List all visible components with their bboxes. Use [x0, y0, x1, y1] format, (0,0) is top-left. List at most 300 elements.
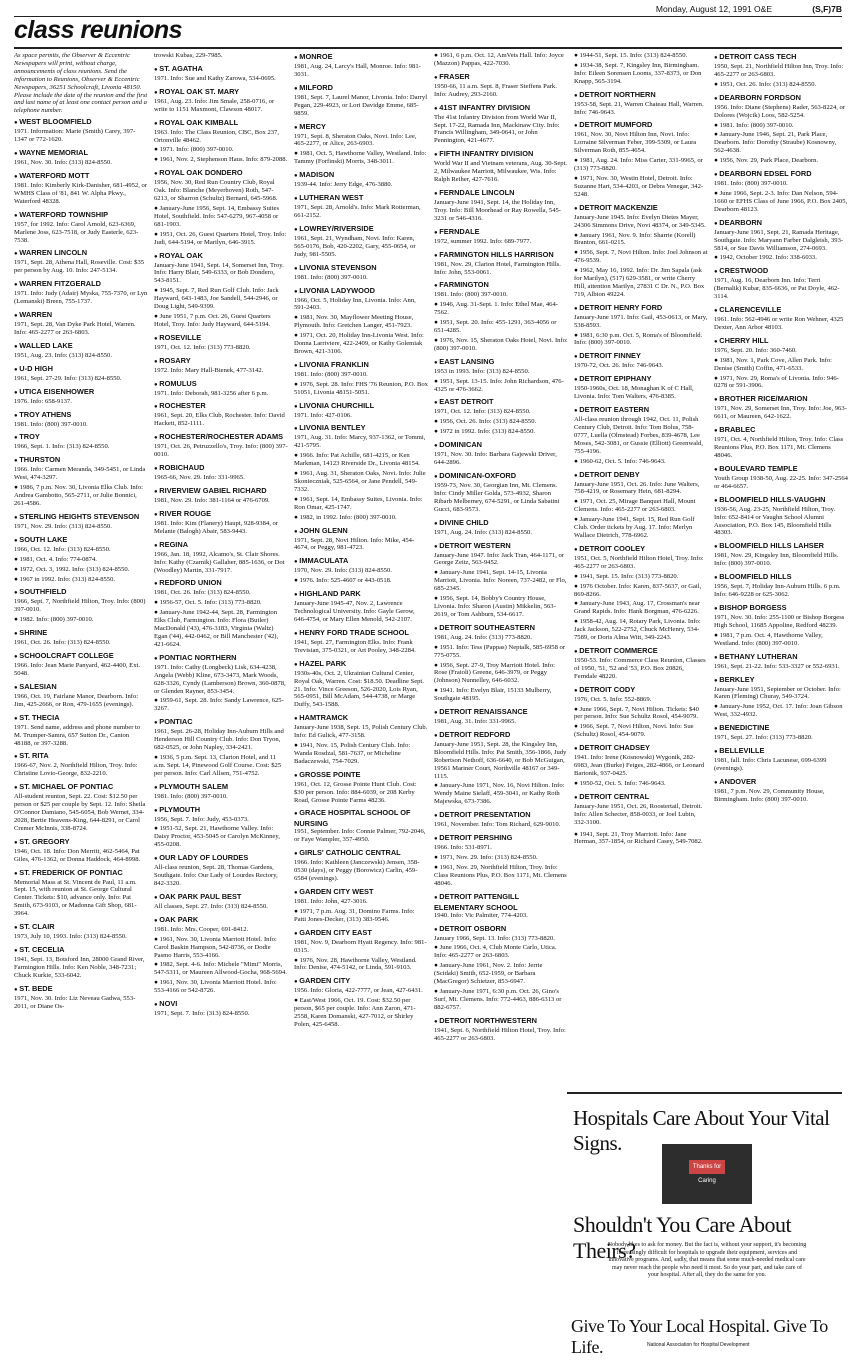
reunion-details: 1976, Sept. 20. Info: 360-7460.: [714, 346, 797, 354]
reunion-entry: [434, 397, 568, 436]
ad-body: Nobody likes to ask for money. But the fact is, without your support, it's becoming increasingly difficult for hospitals to upgrade their equipment, services and innovative programs. And, sadly, that means that some much-needed medical care may never reach the people who need it most. So do your part, and take care of your hospital. After all, they do the same for you.: [607, 1242, 807, 1278]
reunion-details: ● 1942, October 1992. Info: 338-6033.: [714, 254, 817, 262]
reunion-entry: [294, 170, 428, 189]
reunion-details: ● January-June 1971, 6:30 p.m. Oct. 26, Gino's Surf, Mt. Clemens. Info: 772-4463, 886-6313 or 882-6757.: [434, 987, 562, 1011]
column-2: [154, 52, 288, 1359]
reunion-details: ● January-June 1961, Nov. 2. Info: Jerrie (Scidaki) Smith, 652-1959, or Barbara (MacGregor) Schietzer, 853-6947.: [434, 962, 543, 986]
reunion-details: 1941, Sept. 13, Botsford Inn, 28000 Grand River, Farmington Hills. Info: Ken Noble, 348-7231; Chuck Kurkie, 533-6042.: [14, 956, 145, 979]
reunion-entry: [154, 853, 288, 888]
reunion-entry: [14, 713, 148, 748]
ad-subhead: Shouldn't You Care About Theirs?: [573, 1212, 792, 1263]
reunion-details: 1981, 7 p.m. Nov. 29, Community House, Birmingham. Info: (800) 397-0010.: [714, 787, 825, 803]
school-name: ● LIVONIA FRANKLIN: [294, 360, 428, 371]
school-name: ● RIVERVIEW GABIEL RICHARD: [154, 486, 288, 497]
reunion-details: 1936-56, Aug. 23-25, Northfield Hilton, Troy. Info: 652-8414 or Vaughn School Alumni Association, P.O. Box 145, Bloomfield Hills 48303.: [714, 505, 836, 537]
reunion-details: ● 1960-62, Oct. 5. Info: 746-9643.: [574, 457, 666, 465]
school-name: ● DETROIT NORTHWESTERN: [434, 1016, 568, 1027]
reunion-details: 1951, September. Info: Connie Palmer, 792-2046, or Faye Wampler, 357-4950.: [294, 828, 426, 844]
school-name: ● MONROE: [294, 52, 428, 63]
reunion-entry: [714, 425, 848, 460]
reunion-entry: [434, 149, 568, 184]
reunion-entry: [154, 509, 288, 536]
reunion-details: 1941, Sept. 27, Farmington Elks. Info: Frank Trevisian, 375-0321, or Art Pooley, 348-2284.: [294, 638, 416, 654]
school-name: ● TROY: [14, 432, 148, 443]
reunion-entry: [14, 868, 148, 919]
reunion-details: ● 1981, Aug. 24. Info: Miss Carter, 331-9965, or (313) 773-8820.: [574, 157, 703, 173]
school-name: ● DIVINE CHILD: [434, 518, 568, 529]
reunion-details: 1961, November. Info: Tom Richard, 629-9010.: [434, 821, 561, 829]
reunion-entry: [574, 470, 708, 540]
reunion-details: 1961, Oct. 26. Info: (313) 824-8550.: [14, 639, 111, 647]
reunion-entry: [714, 169, 848, 214]
school-name: ● ROMULUS: [154, 379, 288, 390]
reunion-entry: [434, 280, 568, 352]
reunion-details: 1971, Nov. 30. Info: Liz Neveau Gadwa, 553-2011, or Diane Os-: [14, 994, 136, 1010]
school-name: ● DETROIT NORTHERN: [574, 90, 708, 101]
school-name: ● MADISON: [294, 170, 428, 181]
school-name: ● DETROIT DENBY: [574, 470, 708, 481]
school-name: ● RIVER ROUGE: [154, 509, 288, 520]
school-name: ● DETROIT MUMFORD: [574, 120, 708, 131]
school-name: ● DETROIT FINNEY: [574, 351, 708, 362]
reunion-details: January-June 1971. Info: Gail, 453-0613, or Mary, 538-8593.: [574, 313, 708, 329]
reunion-details: January-June 1945. Info: Evelyn Dietes Mayer, 24306 Simmons Drive, Novi 48374, or 349-5345.: [574, 213, 706, 229]
reunion-details: ● 1951, Oct. 26. Info: (313) 824-8550.: [714, 80, 817, 88]
page-number: (S,F)7B: [812, 4, 842, 14]
reunion-entry: [574, 52, 708, 86]
school-name: ● DEARBORN FORDSON: [714, 93, 848, 104]
school-name: ● LIVONIA STEVENSON: [294, 263, 428, 274]
reunion-details: 1971, Sept. 8, Sheraton Oaks, Novi. Info: Lee, 465-2277, or Alice, 263-6903.: [294, 132, 417, 148]
reunion-details: 1981. Info: (800) 397-0010.: [294, 273, 368, 281]
reunion-entry: [294, 286, 428, 356]
reunion-entry: [294, 976, 428, 1029]
school-name: ● REDFORD UNION: [154, 578, 288, 589]
reunion-entry: [574, 405, 708, 465]
reunion-details: ● 1971, 7 p.m. Aug. 31, Domino Farms. Info: Patti Jones-Decker, (313) 383-9546.: [294, 907, 415, 923]
reunion-entry: [714, 603, 848, 648]
school-name: ● WALLED LAKE: [14, 341, 148, 352]
school-name: ● ROYAL OAK: [154, 251, 288, 262]
reunion-entry: [14, 387, 148, 406]
reunion-entry: [434, 707, 568, 726]
reunion-details: ● 1950-52, Oct. 5. Info: 746-9643.: [574, 779, 666, 787]
school-name: ● ST. MICHAEL OF PONTIAC: [14, 782, 148, 793]
school-name: ● BRABLEC: [714, 425, 848, 436]
school-name: ● BLOOMFIELD HILLS-VAUGHN: [714, 495, 848, 506]
reunion-entry: [574, 90, 708, 117]
reunion-entry: [434, 924, 568, 1012]
reunion-details: 1971, Oct. 26, Petruzzello's, Troy. Info: (800) 397-0010.: [154, 443, 288, 459]
reunion-details: 1981. Info: (800) 397-0010.: [434, 291, 508, 299]
reunion-entry: [154, 717, 288, 777]
school-name: ● DETROIT COOLEY: [574, 544, 708, 555]
reunion-entry: [714, 464, 848, 491]
reunion-details: ● East/West 1966, Oct. 19. Cost: $32.50 per person, $65 per couple. Info: Ann Zaron, 471-2558, Karen Domanski, 427-7012, or Shirley Polen, 425-6458.: [294, 997, 416, 1028]
school-name: ● FARMINGTON HILLS HARRISON: [434, 250, 568, 261]
school-name: ● OAK PARK: [154, 915, 288, 926]
reunion-details: ● 1941, Sept. 15. Info: (313) 773-8820.: [574, 572, 679, 580]
reunion-entry: [294, 770, 428, 805]
reunion-entry: [154, 432, 288, 459]
school-name: ● CLARENCEVILLE: [714, 305, 848, 316]
reunion-details: 1981. Info: John, 427-3016.: [294, 898, 368, 905]
reunion-entry: [294, 556, 428, 585]
school-name: ● FRASER: [434, 72, 568, 83]
school-name: ● DETROIT REDFORD: [434, 730, 568, 741]
reunion-entry: [434, 250, 568, 277]
reunion-details: 1981, Oct. 26. Info: (313) 824-8550.: [154, 589, 251, 597]
school-name: ● HAMTRAMCK: [294, 713, 428, 724]
school-name: ● DOMINICAN: [434, 440, 568, 451]
reunion-details: ● 1961, Nov. 2, Stephenson Haus. Info: 879-2088.: [154, 156, 288, 164]
ad-logo: Thanks for Caring: [689, 1160, 725, 1174]
reunion-entry: [434, 52, 568, 68]
reunion-details: 1971, Nov. 29. Info: (313) 824-8550.: [14, 522, 112, 530]
reunion-entry: [294, 83, 428, 118]
reunion-details: ● 1941. Info: Evelyn Blair, 15133 Mulberry, Southgate 48195.: [434, 687, 552, 703]
school-name: ● ANDOVER: [714, 777, 848, 788]
school-name: ● DEARBORN EDSEL FORD: [714, 169, 848, 180]
reunion-entry: [154, 915, 288, 995]
reunion-details: ● 1971. Info: (800) 397-0010.: [154, 146, 234, 154]
reunion-entry: [14, 364, 148, 383]
reunion-entry: [294, 887, 428, 924]
school-name: ● ROBICHAUD: [154, 463, 288, 474]
reunion-details: ● January-June 1946, Sept. 21, Park Place, Dearborn. Info: Dorothy (Straube) Kosnowny, 562-4638.: [714, 131, 837, 155]
school-name: ● U-D HIGH: [14, 364, 148, 375]
reunion-entry: [714, 336, 848, 391]
reunion-details: 1941, Sept. 6, Northfield Hilton Hotel, Troy. Info: 465-2277 or 263-6803.: [434, 1026, 566, 1042]
reunion-entry: [14, 651, 148, 678]
reunion-details: ● 1971, Nov. 29. Info: (313) 824-8550.: [434, 854, 538, 861]
reunion-details: 1966, Sept. 1. Info: (313) 824-8550.: [14, 443, 110, 451]
reunion-details: 1939-44. Info: Jerry Edge, 476-3880.: [294, 181, 393, 189]
school-name: ● HAZEL PARK: [294, 659, 428, 670]
reunion-details: 1950-1960s, Oct. 18, Monaghan K of C Hall, Livonia. Info: Tom Walters, 476-8385.: [574, 385, 694, 401]
reunion-details: 1971. Info: Deborah, 981-3256 after 6 p.m.: [154, 389, 269, 397]
school-name: ● BETHANY LUTHERAN: [714, 652, 848, 663]
reunion-entry: [434, 833, 568, 888]
school-name: ● ROSEVILLE: [154, 333, 288, 344]
reunion-entry: [154, 463, 288, 482]
reunion-details: 1981, Nov. 29. Info: 381-1164 or 476-6709.: [154, 497, 270, 504]
reunion-entry: [574, 374, 708, 401]
school-name: ● UTICA EISENHOWER: [14, 387, 148, 398]
reunion-details: 1981, Nov. 29, Kingsley Inn, Bloomfield Hills. Info: (800) 397-0010.: [714, 552, 839, 568]
reunion-details: 1966. Info: Carmen Meranda, 349-5451, or Linda West, 474-3297.: [14, 466, 146, 482]
school-name: ● GARDEN CITY EAST: [294, 928, 428, 939]
school-name: ● IMMACULATA: [294, 556, 428, 567]
reunion-details: ● 1971, Nov. 30, Westin Hotel, Detroit. Info: Suzanne Hart, 534-4203, or Debra Venegar, 342-5248.: [574, 174, 704, 198]
reunion-details: ● 1981, Oct. 4. Info: 774-0874.: [14, 555, 97, 563]
school-name: ● DETROIT CASS TECH: [714, 52, 848, 63]
reunion-entry: [14, 512, 148, 531]
school-name: ● DETROIT CHADSEY: [574, 743, 708, 754]
school-name: ● WATERFORD TOWNSHIP: [14, 210, 148, 221]
reunion-details: ● 1986, 7 p.m. Nov. 30, Livonia Elks Club. Info: Andrea Gambotto, 565-2711, or Julie Bonnici, 261-4586.: [14, 484, 144, 507]
reunion-entry: [714, 746, 848, 773]
reunion-details: ● 1934-38, Sept. 7, Kingsley Inn, Birmingham. Info: Eileen Sorensen Looms, 337-8373, or Don Knapp, 565-3194.: [574, 61, 702, 85]
reunion-details: 1961, Sept. 20, Elks Club, Rochester. Info: David Hackett, 852-1111.: [154, 412, 285, 428]
reunion-entry: [154, 805, 288, 850]
reunion-details: 1971, Oct. 12. Info: (313) 824-8550.: [434, 408, 531, 416]
reunion-entry: [154, 87, 288, 114]
reunion-details: January-June 1941, Sept. 14, Somerset Inn, Troy. Info: Harry Blair, 549-6333, or Bob Dondero, 543-8151.: [154, 261, 284, 285]
reunion-details: ● 1981, Nov. 30, Mayflower Meeting House, Plymouth. Info: Gretchen Langer, 451-7923.: [294, 314, 414, 330]
reunion-entry: [294, 193, 428, 220]
intro-text: As space permits, the Observer & Eccentric Newspapers will print, without charge, announcements of class reunions. Send the information to Reunions, Observer & Eccentric Newspapers, 36251 Schoolcraft, Livonia 48150. Please include the date of the reunion and the first and last name of at least one contact person and a telephone number.: [14, 52, 148, 115]
reunion-entry: [574, 120, 708, 198]
reunion-details: 1953-58, Sept. 21, Warren Chateau Hall, Warren. Info: 746-9643.: [574, 100, 704, 116]
school-name: ● ROYAL OAK KIMBALL: [154, 118, 288, 129]
reunion-details: ● 1976, Sept. 28. Info: FHS '76 Reunion, P.O. Box 51051, Livonia 48151-5051.: [294, 380, 428, 396]
school-name: ● BELLEVILLE: [714, 746, 848, 757]
column-3: [294, 52, 428, 1359]
school-name: ● ROYAL OAK DONDERO: [154, 168, 288, 179]
school-name: ● DETROIT COMMERCE: [574, 646, 708, 657]
reunion-details: All-student reunion, Sept. 22. Cost: $12.50 per person or $25 per couple by Sept. 12. Info: Sheila O'Connor Damiano, 545-6054, Bob Wernet, 334-2028, Bertie Heavens-King, 644-8291, or Carol Cremer McInnis, 338-8724.: [14, 793, 146, 832]
reunion-entry: [14, 945, 148, 980]
school-name: ● WARREN: [14, 310, 148, 321]
reunion-details: ● 1961, 6 p.m. Oct. 12, AmVets Hall. Info: Joyce (Mazzon) Pappas, 422-7030.: [434, 52, 564, 67]
reunion-details: ● 1971, Oct. 20, Holiday Inn-Livonia West. Info: Donna Larriviere, 422-2409, or Kathy Golemiak Brown, 421-3106.: [294, 332, 424, 355]
reunion-details: 1950, Sept. 21, Northfield Hilton Inn, Troy. Info: 465-2277 or 263-6803.: [714, 63, 844, 78]
reunion-entry: [154, 653, 288, 713]
reunion-entry: [14, 455, 148, 508]
reunion-details: ● 1941, Sept. 21, Troy Marriott. Info: Jane Herman, 357-1854, or Richard Casey, 549-7082.: [574, 830, 703, 846]
reunion-entry: [434, 440, 568, 467]
reunion-entry: [14, 782, 148, 833]
reunion-entry: [14, 682, 148, 709]
school-name: ● DETROIT RENAISSANCE: [434, 707, 568, 718]
reunion-details: 1961, Nov. 30, Novi Hilton Inn, Novi. Info: Lorraine Silverman Feber, 399-5309, or Laura Silverman Roth, 855-4654.: [574, 131, 697, 155]
reunion-details: 1966. Info: 531-8971.: [434, 844, 492, 852]
school-name: ● NOVI: [154, 999, 288, 1010]
reunion-details: ● January-June 1941, Sept. 14-15, Livonia Marriott, Livonia. Info: Noreen, 737-2482, or Flo, 685-2345.: [434, 569, 567, 593]
reunion-details: trowski Kubas, 229-7985.: [154, 52, 223, 59]
school-name: ● DETROIT EASTERN: [574, 405, 708, 416]
column-4: [434, 52, 568, 1359]
school-name: ● BISHOP BORGESS: [714, 603, 848, 614]
reunion-entry: [14, 922, 148, 941]
reunion-details: ● June 1966, Oct. 4, Club Monte Carlo, Utica. Info: 465-2277 or 263-6803.: [434, 944, 557, 960]
reunion-entry: [714, 52, 848, 89]
school-name: ● THURSTON: [14, 455, 148, 466]
reunion-details: 1966. Info: Jean Marie Panyard, 462-4400, Ext. 5048.: [14, 662, 140, 677]
reunion-details: 1963. Info: The Class Reunion, CBC, Box 237, Ortonville 48462.: [154, 128, 279, 144]
reunion-details: ● January-June 1941, Sept. 15, Red Run Golf Club. Order tickets by Aug. 17. Info: Merlyn Wallace Dietrich, 778-6962.: [574, 516, 695, 539]
reunion-details: ● 1956-57, Oct. 5. Info: (313) 773-8820.: [154, 599, 262, 607]
reunion-entry: [294, 848, 428, 883]
reunion-details: 1981. Info: (800) 397-0010.: [294, 370, 368, 378]
school-name: ● ROCHESTER: [154, 401, 288, 412]
reunion-details: 1971, Oct. 12. Info: (313) 773-8820.: [154, 343, 251, 351]
reunion-details: ● 1945, Sept. 7, Red Run Golf Club. Info: Jack Hayward, 643-1483, Joe Sandell, 544-2946, or Doug Light, 549-9399.: [154, 287, 279, 311]
reunion-entry: [434, 541, 568, 619]
reunion-details: 1973, July 10, 1993. Info: (313) 824-8550.: [14, 933, 127, 941]
reunion-details: ● 1981, 7 p.m. Oct. 4, Hawthorne Valley, Westland. Info: (800) 397-0010.: [714, 631, 823, 647]
reunion-entry: [14, 751, 148, 778]
reunion-details: ● 1966, Sept. 7, Novi Hilton, Novi. Info: Sue (Schultz) Rosol, 454-9079.: [574, 723, 694, 739]
reunion-details: 1971, Nov. 29, Somerset Inn, Troy. Info: Joe, 963-6611, or Maureen, 642-1622.: [714, 405, 847, 421]
reunion-details: 1971, Sept. 28, Van Dyke Park Hotel, Warren. Info: 465-2277 or 263-6803.: [14, 321, 136, 336]
reunion-details: ● 1958-42, Aug. 14, Rotary Park, Livonia. Info: Jack Jackson, 522-2752, Chuck McHenry, 534-7589, or Doris Alma Witt, 349-2243.: [574, 618, 701, 642]
reunion-details: 1966. Info: Kathleen (Janczewski) Jensen, 358-0530 (days), or Peggy (Borowicz) Carlin, 459-6584 (evenings).: [294, 859, 420, 883]
reunion-details: 1981, Aug. 31. Info: 331-9965.: [434, 718, 517, 726]
school-name: ● DETROIT OSBORN: [434, 924, 568, 935]
reunion-entry: [434, 810, 568, 829]
reunion-details: 1956. Info: Gloria, 422-7777, or Jean, 427-6431.: [294, 987, 423, 995]
reunion-details: ● January-June 1943, Aug. 17, Crossman's near Grand Rapids. Info: Hank Borgman, 476-6226.: [574, 600, 700, 616]
reunion-entry: [154, 356, 288, 375]
school-name: ● MILFORD: [294, 83, 428, 94]
reunion-details: 1981. Info: (800) 397-0010.: [714, 180, 788, 188]
reunion-details: ● 1972, Oct. 3, 1992. Info: (313) 824-8550.: [14, 565, 130, 573]
reunion-entry: [14, 210, 148, 245]
school-name: ● DETROIT CENTRAL: [574, 792, 708, 803]
school-name: ● EAST DETROIT: [434, 397, 568, 408]
school-name: ● ST. CECELIA: [14, 945, 148, 956]
reunion-details: January-June 1947. Info: Jack Tran, 464-1171, or George Zeitz, 563-9452.: [434, 551, 564, 567]
school-name: ● TROY ATHENS: [14, 410, 148, 421]
school-name: ● DETROIT PATTENGILL ELEMENTARY SCHOOL: [434, 892, 568, 912]
school-name: ● GRACE HOSPITAL SCHOOL OF NURSING: [294, 808, 428, 828]
reunion-details: ● 1951, Oct. 26, Guest Quarters Hotel, Troy. Info: Judi, 644-5194, or Marilyn, 646-3915.: [154, 230, 287, 246]
reunion-details: ● 1961, Aug. 31, Sheraton Oaks, Novi. Info: Julie Skonieczniak, 525-6564, or Jane Pendell, 549-7332.: [294, 470, 426, 493]
reunion-entry: [154, 401, 288, 428]
school-name: ● DETROIT EPIPHANY: [574, 374, 708, 385]
reunion-details: 1981, fall. Info: Chris Lacunese, 699-6399 (evenings).: [714, 757, 827, 772]
school-name: ● REGINA: [154, 540, 288, 551]
school-name: ● PLYMOUTH SALEM: [154, 782, 288, 793]
reunion-entry: [714, 93, 848, 165]
reunion-details: 1981, Sept. 7, Laurel Manor, Livonia. Info: Darryl Pegan, 229-4923, or Lori Davidge Emme, 685-9859.: [294, 93, 428, 117]
school-name: ● FERNDALE: [434, 227, 568, 238]
reunion-entry: [154, 999, 288, 1018]
reunion-details: ● 1944-51, Sept. 15. Info: (313) 824-8550.: [574, 52, 688, 59]
reunion-details: January-June 1961, Sept. 21, Ramada Heritage, Southgate. Info: Maryann Farber Dalgleish, 393-5814, or Sue Davis Williamson, 274-0693.: [714, 228, 844, 252]
school-name: ● WAYNE MEMORIAL: [14, 148, 148, 159]
reunion-details: 1951, Aug. 23. Info: (313) 824-8550.: [14, 351, 112, 359]
school-name: ● WARREN FITZGERALD: [14, 279, 148, 290]
reunion-details: 1971, Sept. 28, Arnold's. Info: Mark Rotterman, 661-2152.: [294, 204, 421, 219]
reunion-entry: [434, 227, 568, 246]
reunion-entry: [434, 103, 568, 146]
reunion-entry: [294, 122, 428, 167]
reunion-entry: [574, 743, 708, 788]
reunion-details: All-class reunion, Sept. 28, Thomas Gardens, Southgate. Info: Our Lady of Lourdes Rectory, 842-3320.: [154, 864, 278, 887]
school-name: ● LIVONIA CHURCHILL: [294, 401, 428, 412]
reunion-entry: [154, 782, 288, 801]
reunion-details: 1956, Sept. 7. Info: Judy, 453-0373.: [154, 815, 249, 823]
reunion-details: 1930s-40s, Oct. 2, Ukrainian Cultural Center, Royal Oak, Warren. Cost: $18.50. Deadline Sept. 21. Info: Vince Greeson, 526-2020, Lois Ryan, 565-0951, Bill McAdam, 544-4738, or Marge Duffy, 543-1588.: [294, 669, 424, 709]
reunion-details: 1971. Info: Judy (Adair) Myska, 755-7370, or Lyn (Lemanski) Breen, 755-1737.: [14, 290, 148, 306]
reunion-details: 1971, Sept. 28, Novi Hilton. Info: Mike, 454-4674, or Peggy, 981-4723.: [294, 536, 415, 552]
reunion-details: 1941. Info: Irene (Kosnowski) Wygonik, 282-6983, Jean (Burke) Feiges, 282-4866, or Leonard Bartonik, 937-0425.: [574, 754, 705, 777]
reunion-details: ● 1951, Sept. 20. Info: 455-1291, 363-4056 or 651-4285.: [434, 319, 557, 335]
school-name: ● SOUTHFIELD: [14, 587, 148, 598]
school-name: ● GIRLS' CATHOLIC CENTRAL: [294, 848, 428, 859]
reunion-details: 1961, Sept. 21, Wyndham, Novi. Info: Karen, 565-0176, Bob, 420-2202, Gary, 455-0654, or Judy, 981-5505.: [294, 234, 416, 258]
reunion-details: 1956, Nov. 30, Red Run Country Club, Royal Oak. Info: Blanche (Meyerhoven) Roth, 547-6213, or Sharron (Schultz) Bernard, 645-5968.: [154, 179, 278, 203]
reunion-entry: [14, 171, 148, 206]
reunion-details: 1966, Oct. 5, Holiday Inn, Livonia. Info: Ann, 591-2403.: [294, 296, 416, 312]
section-title: class reunions: [14, 16, 183, 44]
reunion-details: ● June 1966, Sept. 2-3. Info: Dan Nelson, 594-1660 or EFHS Class of June 1966, P.O. Box 2405, Dearborn 48123.: [714, 189, 848, 213]
reunion-details: Memorial Mass at St. Vincent de Paul, 11 a.m. Sept. 15, with reunion at St. George Cultural Center. Tickets: $10, advance only. Info: Pat Smith, 673-9103, or Madonna Gift Shop, 681-3964.: [14, 878, 137, 918]
reunion-entry: [294, 808, 428, 844]
reunion-details: 1966, Sept. 7, Northfield Hilton, Troy. Info: (800) 397-0010.: [14, 598, 146, 614]
reunion-details: 1971, Oct. 4, Northfield Hilton, Troy. Info: Class Reunions Plus, P.O. Box 1171, Mt. Clemens 48046.: [714, 436, 844, 459]
reunion-details: 1981. Info: Kim (Flanery) Haupt, 928-9384, or Melanie (Balogh) Abair, 583-9443.: [154, 519, 278, 535]
reunion-entry: [714, 305, 848, 332]
reunion-details: 1972. Info: Mary Hall-Bienek, 477-3142.: [154, 366, 264, 374]
school-name: ● LIVONIA BENTLEY: [294, 423, 428, 434]
reunion-details: 1966-67, Nov. 2, Northfield Hilton, Troy. Info: Christine Lovio-George, 832-2210.: [14, 762, 138, 778]
reunion-details: 1953 in 1993. Info: (313) 824-8550.: [434, 367, 530, 375]
reunion-details: World War II and Vietnam veterans, Aug. 30-Sept. 2, Milwaukee Marriott, Milwaukee, Wis. Info: Ralph Reiher, 427-7616.: [434, 160, 568, 184]
reunion-details: 1971, Aug. 31. Info: Marcy, 937-1362, or Tommi, 421-5795.: [294, 434, 426, 450]
school-name: ● FERNDALE LINCOLN: [434, 188, 568, 199]
reunion-details: 1940. Info: Vic Palmiter, 774-4203.: [434, 911, 528, 919]
reunion-details: 1966, Oct. 12. Info: (313) 824-8550.: [14, 545, 111, 553]
reunion-details: ● January-June 1971, Nov. 16, Novi Hilton. Info: Wendy Maine Sielaff, 459-3041, or Kathy Roth Majewska, 673-7386.: [434, 782, 565, 806]
reunion-entry: [154, 578, 288, 648]
school-name: ● ROSARY: [154, 356, 288, 367]
school-name: ● GROSSE POINTE: [294, 770, 428, 781]
reunion-details: ● 1961, Sept. 14, Embassy Suites, Livonia. Info: Ron Omar, 425-1747.: [294, 495, 423, 511]
reunion-details: All-class reunion through 1942, Oct. 11, Polish Century Club, Detroit. Info: Tom Bolus, 758-0777, Luella (Olmstead) Forbes, 839-4678, Lee Moses, 542-3081, or Gussie (Elliott) Greenwald, 755-4196.: [574, 416, 703, 455]
school-name: ● DETROIT WESTERN: [434, 541, 568, 552]
reunion-details: ● 1959-61, Sept. 28. Info: Sandy Lawrence, 625-3267.: [154, 697, 284, 713]
reunion-entry: [14, 248, 148, 275]
reunion-details: ● 1981. Info: (800) 397-0010.: [714, 121, 794, 129]
school-name: ● BROTHER RICE/MARION: [714, 394, 848, 405]
reunion-entry: [294, 589, 428, 624]
school-name: ● SOUTH LAKE: [14, 535, 148, 546]
reunion-details: 1971. Info: Sue and Kathy Zarowa, 534-0695.: [154, 74, 276, 82]
reunion-entry: [294, 401, 428, 420]
reunion-entry: [574, 685, 708, 740]
reunion-entry: [14, 310, 148, 337]
reunion-details: 1959-73, Nov. 30, Georgian Inn, Mt. Clemens. Info: Cindy Miller Golda, 573-4932, Sharon Ribarb Melberney, 674-5291, or Linda Sabatini Gucci, 683-9573.: [434, 482, 560, 513]
reunion-details: ● 1961, Nov. 30, Livonia Marriott Hotel. Info: 553-4166 or 542-8726.: [154, 979, 277, 995]
school-name: ● HIGHLAND PARK: [294, 589, 428, 600]
reunion-details: ● June 1951, 7 p.m. Oct. 26, Guest Quarters Hotel, Troy. Info: Judy Hayward, 644-5194.: [154, 312, 271, 328]
reunion-entry: [154, 251, 288, 329]
reunion-entry: [154, 892, 288, 911]
reunion-entry: [714, 652, 848, 671]
school-name: ● BLOOMFIELD HILLS LAHSER: [714, 541, 848, 552]
reunion-entry: [154, 64, 288, 83]
reunion-details: 1956, Sept. 7, Holiday Inn-Auburn Hills. 6 p.m. Info: 646-9228 or 625-3062.: [714, 583, 841, 599]
reunion-entry: [14, 148, 148, 167]
reunion-details: 1971, Sept. 27. Info: (313) 773-8820.: [714, 734, 813, 742]
school-name: ● ST. AGATHA: [154, 64, 288, 75]
school-name: ● MERCY: [294, 122, 428, 133]
hospital-ad: [567, 1092, 842, 1356]
reunion-entry: [14, 587, 148, 624]
reunion-details: 1966, Jan. 18, 1992, Alcamo's, St. Clair Shores. Info: Kathy (Czarnik) Gallaher, 885-1636, or Dot (Woodley) Martin, 331-7917.: [154, 550, 285, 574]
reunion-details: ● January 1961, Nov. 9. Info: Sharrie (Korell) Branton, 661-0215.: [574, 231, 696, 247]
reunion-entry: [14, 837, 148, 864]
school-name: ● 41ST INFANTRY DIVISION: [434, 103, 568, 114]
reunion-details: 1971, Sept. 28, Athena Hall, Roseville. Cost: $35 per person by Aug. 10. Info: 247-5134.: [14, 259, 145, 275]
reunion-details: 1976, Oct. 5. Info: 552-8869.: [574, 695, 652, 703]
reunion-entry: [294, 360, 428, 397]
reunion-details: January-June 1941, Sept. 14, the Holiday Inn, Troy. Info: Bill Moorhead or Ray Rowella, 545-3231 or 546-4316.: [434, 198, 561, 222]
